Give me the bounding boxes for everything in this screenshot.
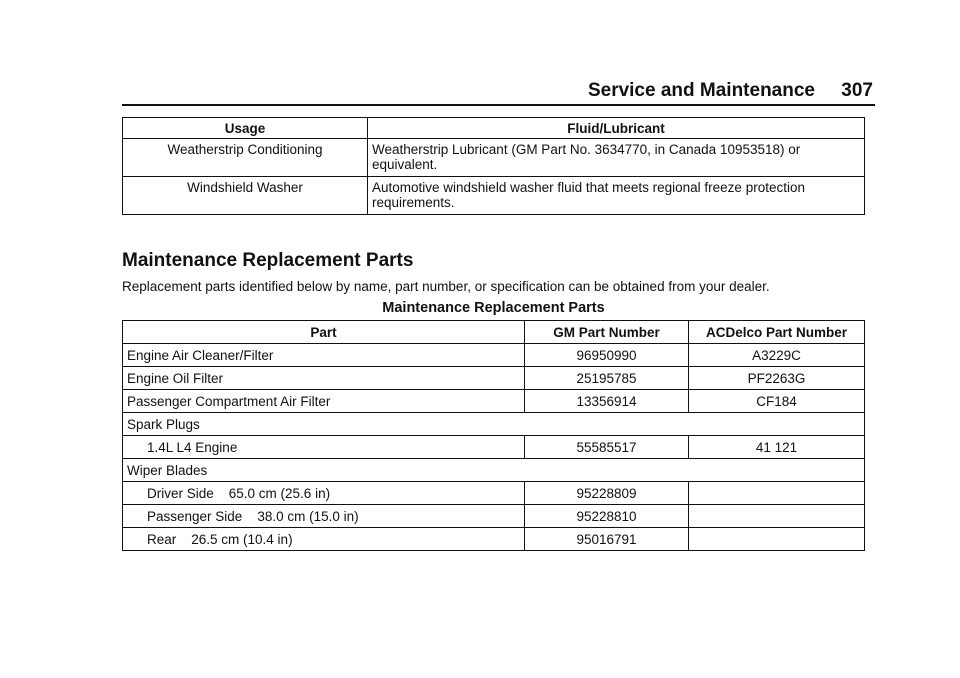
fluids-table: [122, 117, 865, 215]
column-header-usage: Usage: [123, 118, 368, 139]
table-header-row: [123, 321, 865, 344]
acdelco-cell: A3229C: [689, 344, 865, 367]
part-group-cell: Spark Plugs: [123, 413, 865, 436]
part-cell: Passenger Side 38.0 cm (15.0 in): [123, 505, 525, 528]
column-header-gm: GM Part Number: [525, 321, 689, 344]
page-header: [122, 80, 875, 106]
acdelco-cell: [689, 505, 865, 528]
table-row: [123, 482, 865, 505]
fluid-cell: Weatherstrip Lubricant (GM Part No. 3634770, in Canada 10953518) or equivalent.: [368, 139, 865, 177]
section-title: Service and Maintenance: [587, 80, 815, 101]
part-cell: Engine Oil Filter: [123, 367, 525, 390]
intro-text: Replacement parts identified below by name, part number, or specification can be obtained from your dealer.: [122, 279, 770, 294]
gm-cell: 95016791: [525, 528, 689, 551]
acdelco-cell: [689, 528, 865, 551]
table-row: [123, 139, 865, 177]
table-header-row: [123, 118, 865, 139]
gm-cell: 95228809: [525, 482, 689, 505]
usage-cell: Weatherstrip Conditioning: [123, 139, 368, 177]
usage-cell: Windshield Washer: [123, 177, 368, 215]
table-row: [123, 436, 865, 459]
acdelco-cell: [689, 482, 865, 505]
acdelco-cell: PF2263G: [689, 367, 865, 390]
table-row-group: [123, 413, 865, 436]
part-cell: Passenger Compartment Air Filter: [123, 390, 525, 413]
gm-cell: 95228810: [525, 505, 689, 528]
part-cell: Driver Side 65.0 cm (25.6 in): [123, 482, 525, 505]
page-number: 307: [841, 80, 873, 101]
gm-cell: 25195785: [525, 367, 689, 390]
part-cell: 1.4L L4 Engine: [123, 436, 525, 459]
gm-cell: 55585517: [525, 436, 689, 459]
part-group-cell: Wiper Blades: [123, 459, 865, 482]
part-cell: Engine Air Cleaner/Filter: [123, 344, 525, 367]
table-row: [123, 344, 865, 367]
table-title: Maintenance Replacement Parts: [382, 300, 605, 316]
section-heading: Maintenance Replacement Parts: [122, 250, 414, 271]
gm-cell: 96950990: [525, 344, 689, 367]
fluid-cell: Automotive windshield washer fluid that meets regional freeze protection requirements.: [368, 177, 865, 215]
table-row: [123, 177, 865, 215]
table-row-group: [123, 459, 865, 482]
table-row: [123, 505, 865, 528]
acdelco-cell: 41 121: [689, 436, 865, 459]
parts-table: [122, 320, 865, 551]
column-header-fluid: Fluid/Lubricant: [368, 118, 865, 139]
gm-cell: 13356914: [525, 390, 689, 413]
part-cell: Rear 26.5 cm (10.4 in): [123, 528, 525, 551]
table-row: [123, 528, 865, 551]
column-header-part: Part: [123, 321, 525, 344]
column-header-acdelco: ACDelco Part Number: [689, 321, 865, 344]
table-row: [123, 390, 865, 413]
acdelco-cell: CF184: [689, 390, 865, 413]
table-row: [123, 367, 865, 390]
